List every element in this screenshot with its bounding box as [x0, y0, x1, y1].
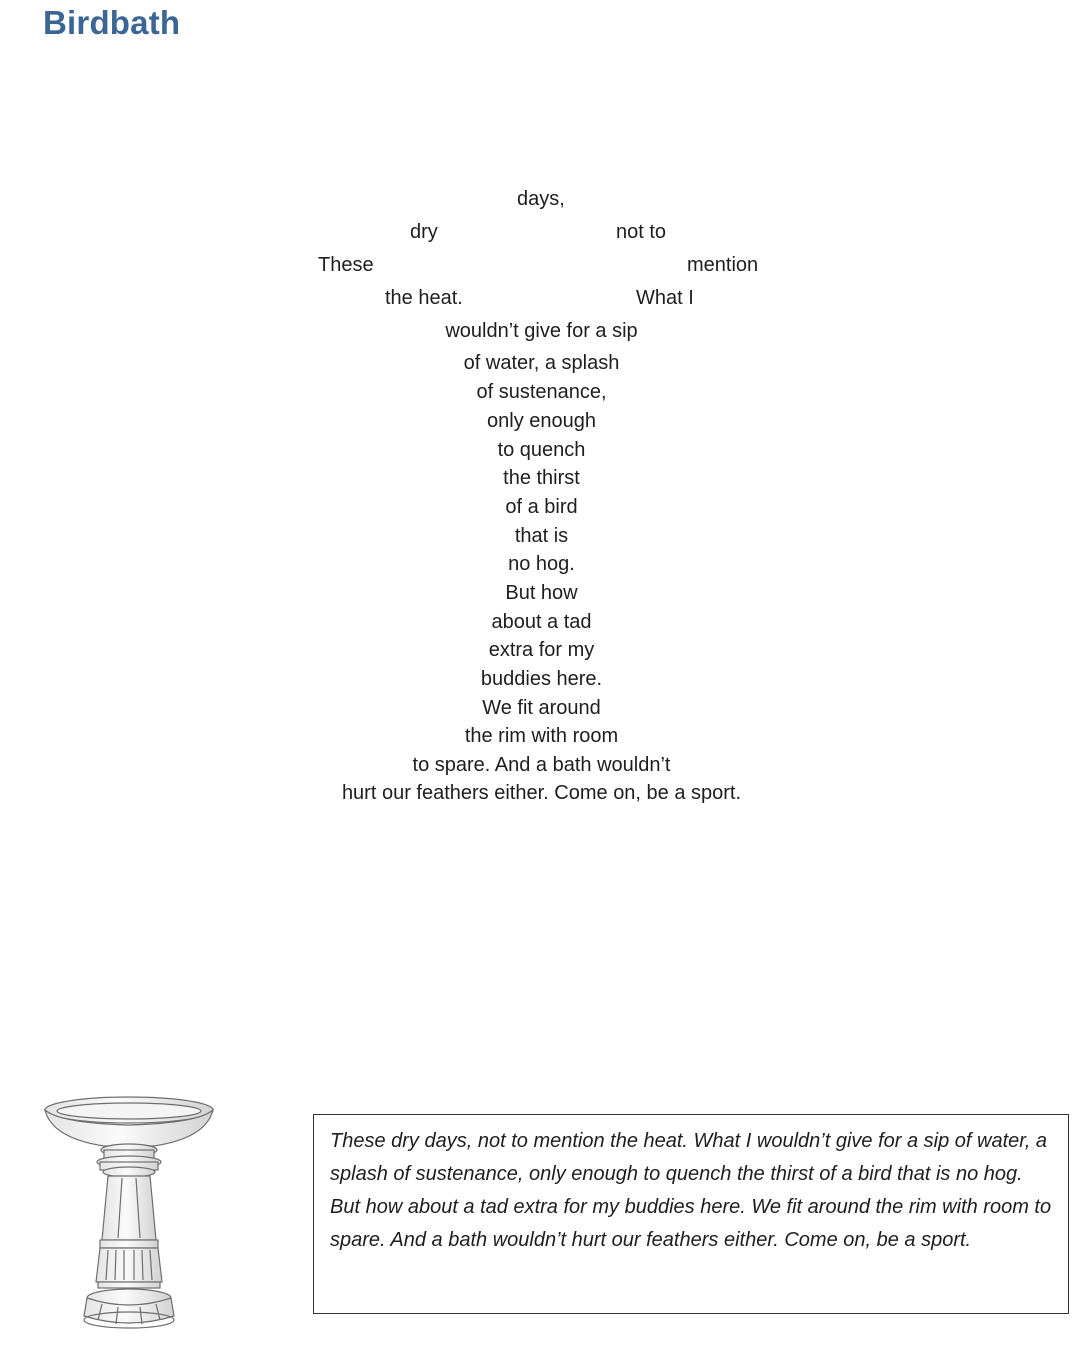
poem-stem-line: only enough — [487, 410, 596, 432]
poem-line-these: These — [318, 254, 374, 276]
poem-stem-line: to quench — [497, 439, 586, 461]
poem-stem-line: no hog. — [508, 553, 575, 575]
poem-stem-line: the rim with room — [464, 725, 619, 747]
poem-stem-line: buddies here. — [480, 668, 603, 690]
poem-stem-line: of water, a splash — [463, 352, 620, 374]
poem-stem-line: wouldn’t give for a sip — [445, 320, 638, 342]
poem-stem-line: the thirst — [503, 467, 580, 489]
poem-line-what-i: What I — [636, 287, 694, 309]
poem-stem-line: extra for my — [488, 639, 595, 661]
poem-stem-line: to spare. And a bath wouldn’t — [412, 754, 671, 776]
poem-stem-line: of a bird — [505, 496, 578, 518]
poem-stem-line: about a tad — [491, 611, 592, 633]
prose-paragraph: These dry days, not to mention the heat. What I wouldn’t give for a sip of water, a splash of sustenance, only enough to quench the thirst of a bird that is no hog. But how about a tad extra for my buddies here. We fit around the rim with room to spare. And a bath wouldn’t hurt our feathers either. Come on, be a sport. — [330, 1130, 1052, 1251]
poem-stem-line: that is — [514, 525, 569, 547]
birdbath-icon — [38, 1090, 220, 1336]
poem-stem-line: hurt our feathers either. Come on, be a sport. — [341, 782, 742, 804]
poem-line-the-heat: the heat. — [385, 287, 463, 309]
page-title: Birdbath — [43, 4, 181, 41]
poem-line-mention: mention — [687, 254, 759, 276]
poem-line-days: days, — [517, 188, 565, 210]
poem-stem-line: of sustenance, — [476, 381, 607, 403]
poem-line-not-to: not to — [616, 221, 667, 243]
poem-stem-line: But how — [505, 582, 578, 604]
poem-stem-line: We fit around — [482, 697, 601, 719]
prose-text-box — [313, 1114, 1069, 1314]
poem-line-dry: dry — [410, 221, 438, 243]
